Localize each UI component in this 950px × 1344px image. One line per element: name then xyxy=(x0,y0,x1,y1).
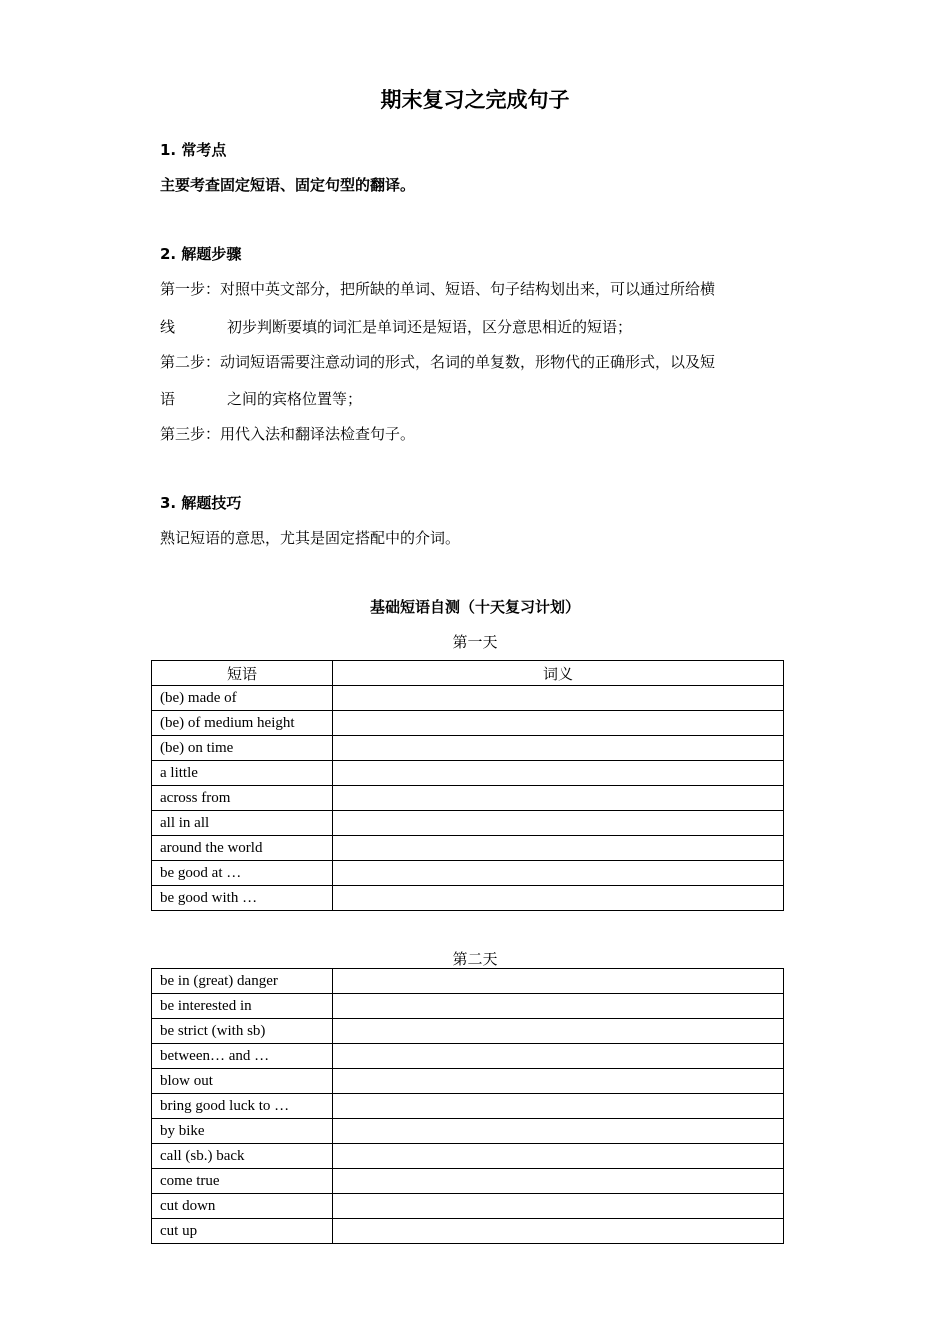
meaning-cell[interactable] xyxy=(333,1069,784,1094)
table-header-row xyxy=(152,661,784,686)
phrase-cell: around the world xyxy=(152,836,333,861)
phrase-cell: blow out xyxy=(152,1069,333,1094)
step-1-line-2: 初步判断要填的词汇是单词还是短语，区分意思相近的短语； xyxy=(227,318,633,336)
day-2-table xyxy=(151,968,784,1244)
phrase-cell: cut up xyxy=(152,1219,333,1244)
table-row xyxy=(152,1119,784,1144)
table-row xyxy=(152,811,784,836)
phrase-cell: bring good luck to … xyxy=(152,1094,333,1119)
table-row xyxy=(152,1169,784,1194)
table-row xyxy=(152,836,784,861)
table-row xyxy=(152,686,784,711)
meaning-cell[interactable] xyxy=(333,1044,784,1069)
day-1-label: 第一天 xyxy=(452,633,498,651)
section-2-heading: 2. 解题步骤 xyxy=(160,245,242,263)
table-row xyxy=(152,1194,784,1219)
table-row xyxy=(152,786,784,811)
meaning-cell[interactable] xyxy=(333,811,784,836)
phrase-cell: across from xyxy=(152,786,333,811)
phrase-cell: all in all xyxy=(152,811,333,836)
step-2-line-1: 第二步：动词短语需要注意动词的形式，名词的单复数，形物代的正确形式，以及短 xyxy=(160,353,716,371)
phrase-cell: be good with … xyxy=(152,886,333,911)
section-3-text: 熟记短语的意思，尤其是固定搭配中的介词。 xyxy=(160,529,461,547)
table-row xyxy=(152,1019,784,1044)
section-1-heading: 1. 常考点 xyxy=(160,141,227,159)
step-2-line-2: 之间的宾格位置等； xyxy=(227,390,363,408)
phrase-cell: by bike xyxy=(152,1119,333,1144)
table-row xyxy=(152,761,784,786)
table-row xyxy=(152,1044,784,1069)
header-phrase: 短语 xyxy=(152,661,333,686)
meaning-cell[interactable] xyxy=(333,786,784,811)
step-1-line-2-lead: 线 xyxy=(160,318,176,336)
phrase-cell: call (sb.) back xyxy=(152,1144,333,1169)
meaning-cell[interactable] xyxy=(333,711,784,736)
table-row xyxy=(152,736,784,761)
header-meaning: 词义 xyxy=(333,661,784,686)
meaning-cell[interactable] xyxy=(333,1219,784,1244)
phrase-cell: come true xyxy=(152,1169,333,1194)
phrase-cell: (be) on time xyxy=(152,736,333,761)
table-row xyxy=(152,711,784,736)
section-1-text: 主要考查固定短语、固定句型的翻译。 xyxy=(160,176,416,194)
table-row xyxy=(152,1069,784,1094)
phrase-cell: be interested in xyxy=(152,994,333,1019)
phrase-cell: (be) of medium height xyxy=(152,711,333,736)
phrase-cell: be good at … xyxy=(152,861,333,886)
meaning-cell[interactable] xyxy=(333,1144,784,1169)
meaning-cell[interactable] xyxy=(333,969,784,994)
table-row xyxy=(152,969,784,994)
phrase-cell: be strict (with sb) xyxy=(152,1019,333,1044)
table-row xyxy=(152,1094,784,1119)
meaning-cell[interactable] xyxy=(333,886,784,911)
section-3-heading: 3. 解题技巧 xyxy=(160,494,242,512)
meaning-cell[interactable] xyxy=(333,1194,784,1219)
phrase-cell: a little xyxy=(152,761,333,786)
phrase-cell: cut down xyxy=(152,1194,333,1219)
phrase-cell: (be) made of xyxy=(152,686,333,711)
phrase-cell: be in (great) danger xyxy=(152,969,333,994)
day-1-table xyxy=(151,660,784,911)
phrase-cell: between… and … xyxy=(152,1044,333,1069)
meaning-cell[interactable] xyxy=(333,994,784,1019)
meaning-cell[interactable] xyxy=(333,736,784,761)
step-1-line-1: 第一步：对照中英文部分，把所缺的单词、短语、句子结构划出来，可以通过所给横 xyxy=(160,280,716,298)
meaning-cell[interactable] xyxy=(333,761,784,786)
step-3-line-1: 第三步：用代入法和翻译法检查句子。 xyxy=(160,425,416,443)
day-2-label: 第二天 xyxy=(452,950,498,968)
meaning-cell[interactable] xyxy=(333,1019,784,1044)
meaning-cell[interactable] xyxy=(333,686,784,711)
table-row xyxy=(152,886,784,911)
page-title: 期末复习之完成句子 xyxy=(380,88,570,112)
table-row xyxy=(152,1144,784,1169)
meaning-cell[interactable] xyxy=(333,1119,784,1144)
table-row xyxy=(152,1219,784,1244)
table-row xyxy=(152,994,784,1019)
meaning-cell[interactable] xyxy=(333,1094,784,1119)
meaning-cell[interactable] xyxy=(333,861,784,886)
step-2-line-2-lead: 语 xyxy=(160,390,176,408)
table-row xyxy=(152,861,784,886)
table-title: 基础短语自测（十天复习计划） xyxy=(369,598,580,616)
meaning-cell[interactable] xyxy=(333,836,784,861)
meaning-cell[interactable] xyxy=(333,1169,784,1194)
